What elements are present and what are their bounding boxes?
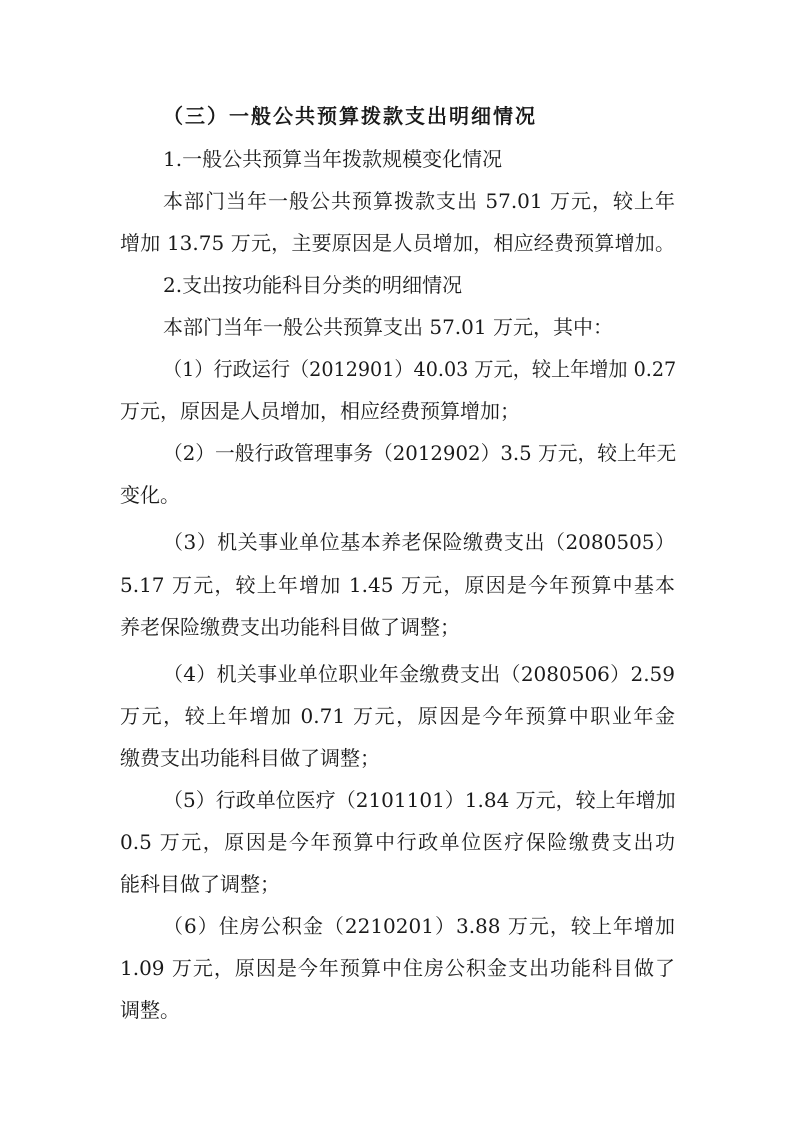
item-1-line-2: 万元，原因是人员增加，相应经费预算增加； [120,399,520,423]
item-6-line-3: 调整。 [120,998,180,1022]
item-3-line-3: 养老保险缴费支出功能科目做了调整； [120,615,460,639]
item-4-line-2: 万元，较上年增加 0.71 万元，原因是今年预算中职业年金 [120,704,675,728]
item-4-line-1: （4）机关事业单位职业年金缴费支出（2080506）2.59 [163,662,675,686]
paragraph-1-line-2: 增加 13.75 万元，主要原因是人员增加，相应经费预算增加。 [120,231,675,255]
item-3-line-1: （3）机关事业单位基本养老保险缴费支出（2080505） [163,530,675,554]
item-2-line-1: （2）一般行政管理事务（2012902）3.5 万元，较上年无 [163,441,677,465]
item-5-line-2: 0.5 万元，原因是今年预算中行政单位医疗保险缴费支出功 [120,830,675,854]
item-6-line-1: （6）住房公积金（2210201）3.88 万元，较上年增加 [163,914,675,938]
paragraph-2: 本部门当年一般公共预算支出 57.01 万元，其中： [163,315,613,339]
item-5-line-1: （5）行政单位医疗（2101101）1.84 万元，较上年增加 [163,788,676,812]
item-4-line-3: 缴费支出功能科目做了调整； [120,746,380,770]
item-5-line-3: 能科目做了调整； [120,872,280,896]
item-3-line-2: 5.17 万元，较上年增加 1.45 万元，原因是今年预算中基本 [120,573,675,597]
item-1-line-1: （1）行政运行（2012901）40.03 万元，较上年增加 0.27 [163,357,677,381]
item-2-line-2: 变化。 [120,483,180,507]
subheading-2: 2.支出按功能科目分类的明细情况 [163,273,463,297]
section-heading: （三）一般公共预算拨款支出明细情况 [163,104,537,128]
subheading-1: 1.一般公共预算当年拨款规模变化情况 [163,147,503,171]
item-6-line-2: 1.09 万元，原因是今年预算中住房公积金支出功能科目做了 [120,956,675,980]
paragraph-1-line-1: 本部门当年一般公共预算拨款支出 57.01 万元，较上年 [163,189,675,213]
